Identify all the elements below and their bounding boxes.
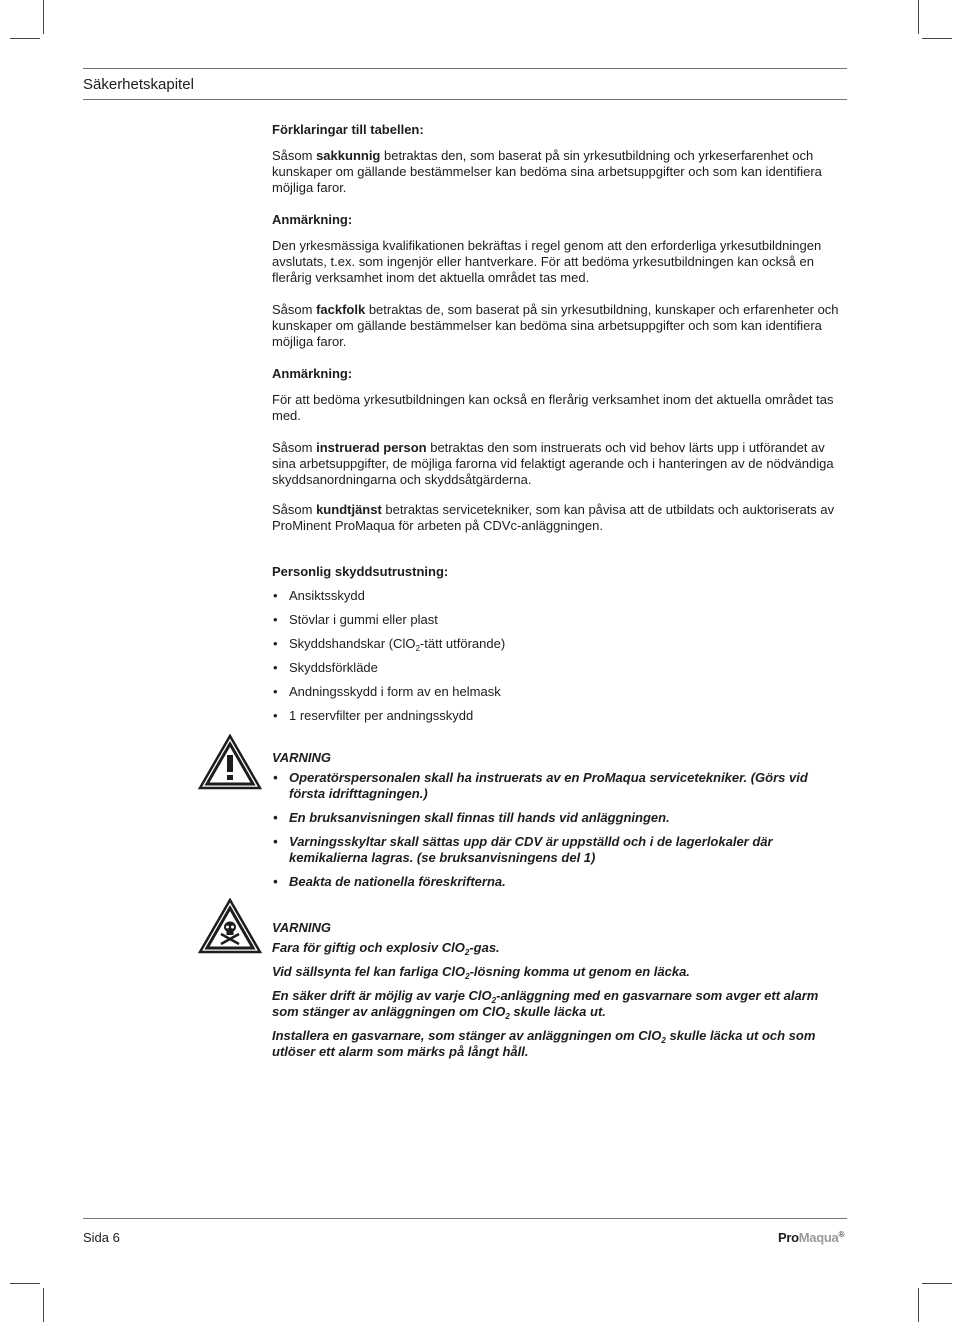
definition-fackfolk: [272, 302, 842, 350]
definition-text: betraktas den, som baserat på sin yrkesutbildning och yrkeserfarenhet och kunskaper om gällande bestämmelser kan bedöma sina arbetsuppgifter och som kan identifiera möjliga faror.: [272, 148, 822, 195]
warning-text: Fara för giftig och explosiv ClO$_2$-gas.: [272, 940, 500, 957]
definition-text: betraktas servicetekniker, som kan påvisa att de utbildats och auktoriserats av ProMinent ProMaqua för arbeten på CDVc-anläggningen.: [272, 502, 835, 533]
note-text: Den yrkesmässiga kvalifikationen bekräftas i regel genom att den erforderliga yrkesutbildningen avslutats, t.ex. som ingenjör eller hantverkare. För att bedöma yrkesutbildningen kan också en flerårig verksamhet inom det aktuella området tas med.: [272, 238, 822, 285]
definition-sakkunnig: [272, 148, 842, 196]
definition-prefix: Såsom: [272, 502, 317, 517]
crop-mark: [43, 1288, 44, 1322]
definition-text: betraktas de, som baserat på sin yrkesutbildning, kunskaper och erfarenheter och kunskaper om gällande bestämmelser kan bedöma sina arbetsuppgifter och som kan identifiera möjliga faror.: [272, 302, 839, 349]
toxic-skull-icon: [198, 898, 262, 954]
note-label: Anmärkning:: [272, 366, 353, 381]
note-text: För att bedöma yrkesutbildningen kan också en flerårig verksamhet inom det aktuella området tas med.: [272, 392, 834, 423]
header-top-rule: [83, 68, 847, 69]
list-item: • Skyddshandskar (ClO$_2$-tätt utförande): [272, 636, 842, 652]
crop-mark: [43, 0, 44, 34]
footer-rule: [83, 1218, 847, 1219]
header-bottom-rule: [83, 99, 847, 100]
exclamation-warning-icon: [198, 734, 262, 790]
list-item: • 1 reservfilter per andningsskydd: [272, 708, 842, 724]
term-sakkunnig: sakkunnig: [316, 148, 381, 163]
crop-mark: [922, 38, 952, 39]
list-item: • Andningsskydd i form av en helmask: [272, 684, 842, 700]
list-item: • Varningsskyltar skall sättas upp där CDV är uppställd och i de lagerlokaler där kemikalierna lagras. (se bruksanvisningens del 1): [272, 834, 842, 866]
definition-prefix: Såsom: [272, 440, 317, 455]
definition-prefix: Såsom: [272, 302, 317, 317]
main-content: [272, 122, 842, 1060]
crop-mark: [10, 1283, 40, 1284]
warning-title: VARNING: [272, 750, 331, 765]
page-title: Säkerhetskapitel: [83, 76, 194, 93]
definition-instruerad-person: [272, 440, 842, 488]
crop-mark: [918, 0, 919, 34]
crop-mark: [918, 1288, 919, 1322]
list-item: • Beakta de nationella föreskrifterna.: [272, 874, 842, 890]
warning-text: En säker drift är möjlig av varje ClO$_2$-anläggning med en gasvarnare som avger ett alarm som stänger av anläggningen om ClO$_2$ skulle läcka ut.: [272, 988, 819, 1021]
definition-kundtjanst: [272, 502, 842, 534]
crop-mark: [10, 38, 40, 39]
warning-text: Vid sällsynta fel kan farliga ClO$_2$-lösning komma ut genom en läcka.: [272, 964, 690, 981]
brand-logo: ProMaqua®: [778, 1230, 845, 1245]
list-item: • Skyddsförkläde: [272, 660, 842, 676]
term-instruerad-person: instruerad person: [316, 440, 427, 455]
definitions-heading: Förklaringar till tabellen:: [272, 122, 424, 137]
warning-text: Installera en gasvarnare, som stänger av anläggningen om ClO$_2$ skulle läcka ut och som utlöser ett alarm som märks på långt håll.: [272, 1028, 816, 1059]
note-label: Anmärkning:: [272, 212, 353, 227]
warning-box-instructions: [272, 750, 842, 890]
ppe-heading: Personlig skyddsutrustning:: [272, 564, 449, 579]
list-item: • Operatörspersonalen skall ha instruerats av en ProMaqua servicetekniker. (Görs vid första idrifttagningen.): [272, 770, 842, 802]
definition-prefix: Såsom: [272, 148, 317, 163]
warning-list: [272, 770, 842, 890]
warning-title: VARNING: [272, 920, 331, 935]
warning-box-toxic-gas: [272, 920, 842, 1060]
crop-mark: [922, 1283, 952, 1284]
definition-text: betraktas den som instruerats och vid behov lärts upp i utförandet av sina arbetsuppgifter, de möjliga farorna vid felaktigt agerande och i hanteringen av de nödvändiga skyddsanordningarna och skyddsåtgärderna.: [272, 440, 834, 487]
page-number: Sida 6: [83, 1230, 120, 1245]
term-fackfolk: fackfolk: [316, 302, 366, 317]
list-item: • Ansiktsskydd: [272, 588, 842, 604]
list-item: • Stövlar i gummi eller plast: [272, 612, 842, 628]
term-kundtjanst: kundtjänst: [316, 502, 382, 517]
list-item: • En bruksanvisningen skall finnas till hands vid anläggningen.: [272, 810, 842, 826]
ppe-list: [272, 588, 842, 724]
